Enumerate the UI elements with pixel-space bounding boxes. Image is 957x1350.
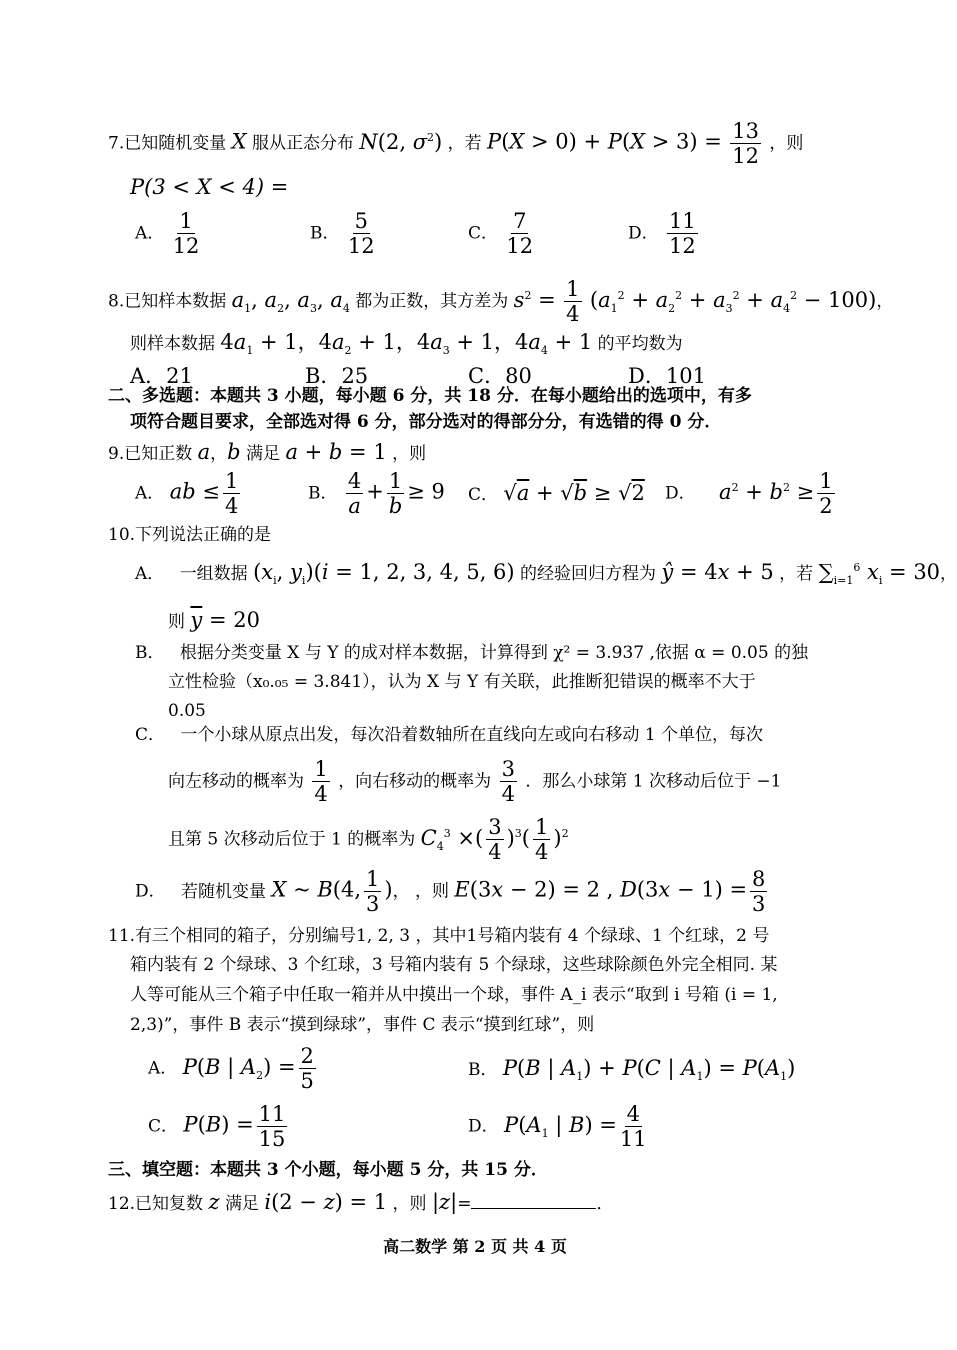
q8-option-a: A．21 [130,364,193,388]
q7-option-b: B． $\frac{5}{12}$ [310,209,375,259]
section2-heading-line2: 项符合题目要求，全部选对得 6 分，部分选对的得部分分，有选错的得 0 分． [130,412,722,432]
q10-option-b: B． 根据分类变量 X 与 Y 的成对样本数据，计算得到 χ² = 3.937 ,依据 α = 0.05 的独 [135,643,809,663]
q7-line2: P(3 < X < 4) = [130,175,289,199]
page-footer: 高二数学 第 2 页 共 4 页 [383,1237,567,1256]
q9-option-a: A． ab ≤ $\frac{1}{4}$ [135,469,239,519]
q8-option-b: B．25 [305,364,369,388]
q7-stem: 7.已知随机变量 X 服从正态分布 N(2, $\sigma^2$) ，若 P(X > 0) + P(X > 3) = $\frac{13}{12}$ ，则 [108,119,804,169]
q10-option-d: D． 若随机变量 X ~ B(4, $\frac{1}{3}$ )， ，则 E(3x − 2) = 2 , D(3x − 1) = $\frac{8}{3}$ [135,867,766,917]
q11-option-b: B． P(B | $A_1) + P(C$ | $A_1) = P(A_1)$ [468,1056,796,1084]
q9-option-c: C． √a + √b ≥ √2 [468,481,645,505]
q10-option-c-line2: 向左移动的概率为 $\frac{1}{4}$ ，向右移动的概率为 $\frac{3}{4}$ ．那么小球第 1 次移动后位于 −1 [168,757,782,807]
q12-stem: 12.已知复数 z 满足 i(2 − z) = 1 ，则 |z|= ． [108,1190,614,1214]
q8-option-d: D．101 [628,364,706,388]
q7-option-c: C． $\frac{7}{12}$ [468,209,534,259]
q10-stem: 10.下列说法正确的是 [108,525,272,545]
q10-option-a-line2: 则 $\overline{y} = 20$ [168,608,260,632]
q11-option-a: A． P(B | $A_2$) = $\frac{2}{5}$ [148,1044,314,1094]
q7-option-d: D． $\frac{11}{12}$ [628,209,696,259]
q10-option-b-line2: 立性检验（x₀.₀₅ = 3.841），认为 X 与 Y 有关联，此推断犯错误的概率不大于 [168,672,756,692]
q9-option-b: B． $\frac{4}{a}$ + $\frac{1}{b}$ ≥ 9 [308,469,445,519]
q7-option-a: A． $\frac{1}{12}$ [135,209,200,259]
q8-option-c: C．80 [468,364,532,388]
q11-line3: 人等可能从三个箱子中任取一箱并从中摸出一个球，事件 A_i 表示“取到 i 号箱 (i = 1, [130,985,778,1005]
section3-heading: 三、填空题：本题共 3 个小题，每小题 5 分，共 15 分． [108,1160,548,1180]
q11-option-d: D． $P(A_1$ | B) = $\frac{4}{11}$ [468,1102,647,1152]
q9-stem: 9.已知正数 a，b 满足 a + b = 1 ，则 [108,440,427,464]
section2-heading-line1: 二、多选题：本题共 3 小题，每小题 6 分，共 18 分．在每小题给出的选项中，有多 [108,386,752,406]
q7-fraction: $\frac{13}{12}$ [732,119,760,169]
q11-option-c: C． P(B) = $\frac{11}{15}$ [148,1102,286,1152]
q8-stem: 8.已知样本数据 $a_1$, $a_2$, $a_3$, $a_4$ 都为正数，其方差为 $s^2$ = $\frac{1}{4}$ $(a_1^2 + a_2^2 + a_3^2 + a_4^2 - 100)$， [108,277,894,327]
q11-line4: 2,3)”，事件 B 表示“摸到绿球”，事件 C 表示“摸到红球”，则 [130,1015,595,1035]
q10-option-c-line3: 且第 5 次移动后位于 1 的概率为 $C_4^3$ ×( $\frac{3}{4}$ )$^3$( $\frac{1}{4}$ )$^2$ [168,815,569,865]
q11-line1: 11.有三个相同的箱子，分别编号1, 2, 3 ，其中1号箱内装有 4 个绿球、1 个红球，2 号 [108,926,770,946]
q12-answer-blank[interactable] [471,1192,596,1209]
q10-option-b-line3: 0.05 [168,701,206,721]
q10-option-c: C． 一个小球从原点出发，每次沿着数轴所在直线向左或向右移动 1 个单位，每次 [135,725,764,745]
q10-option-a: A． 一组数据 ($x_i$, $y_i)(i = 1$, 2, 3, 4, 5, 6) 的经验回归方程为 ŷ = 4x + 5 ，若 $\sum_{i=1}^6$ $x_i = 30$， [135,560,957,588]
q8-line2: 则样本数据 $4a_1 + 1$，$4a_2 + 1$，$4a_3 + 1$，$4a_4 + 1$ 的平均数为 [130,330,683,358]
q11-line2: 箱内装有 2 个绿球、3 个红球，3 号箱内装有 5 个绿球，这些球除颜色外完全相同. 某 [130,955,778,975]
q9-option-d: D． $a^2 + b^2$ ≥ $\frac{1}{2}$ [665,469,833,519]
